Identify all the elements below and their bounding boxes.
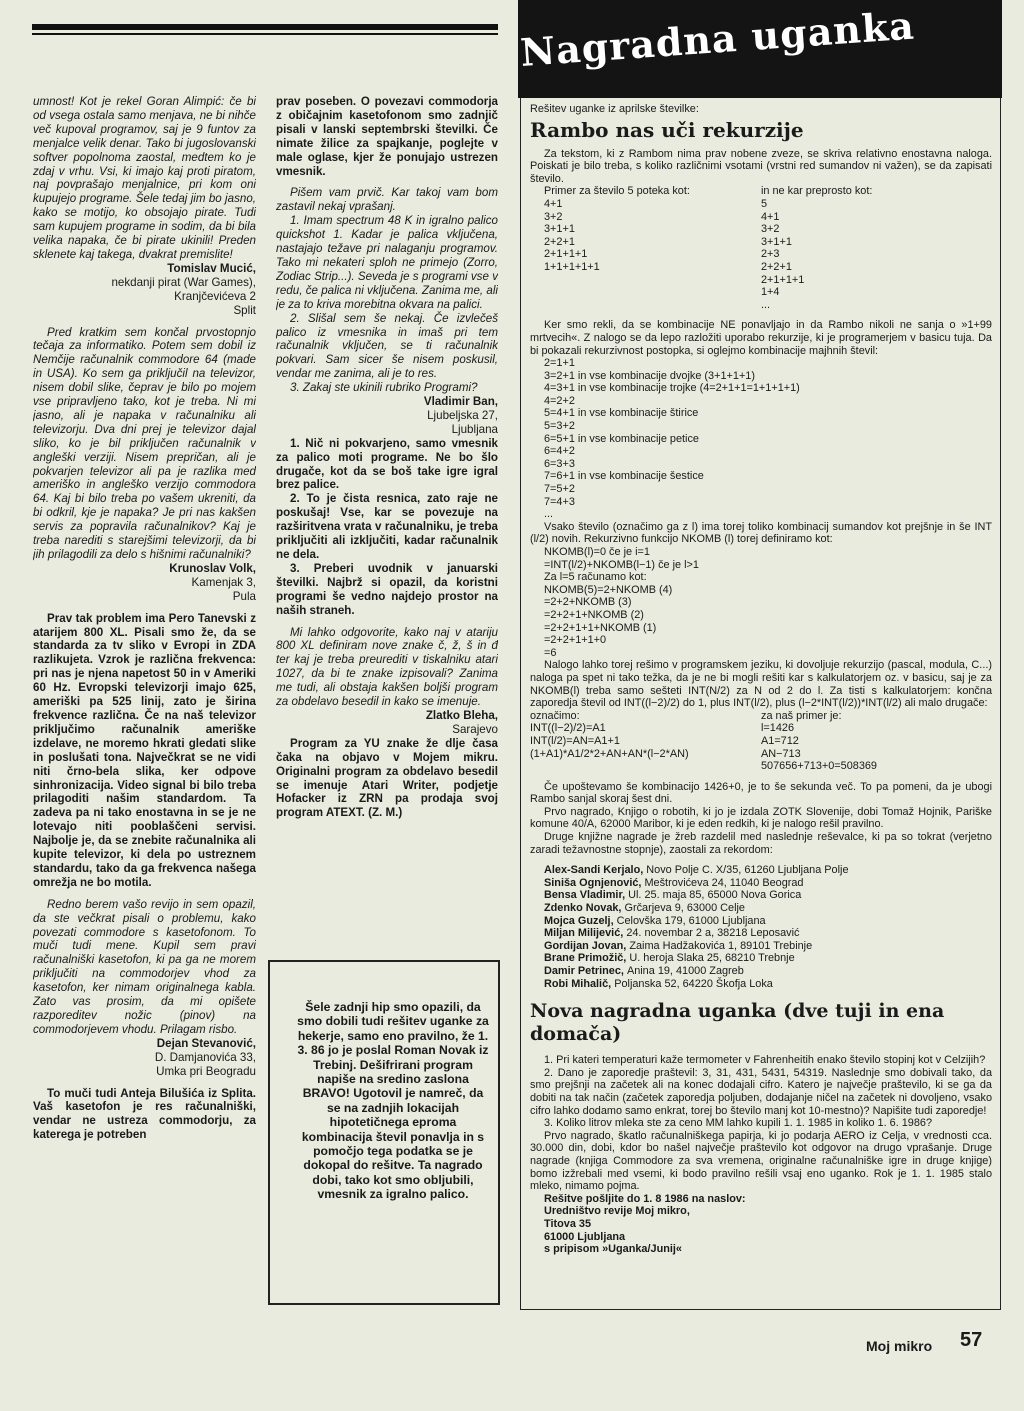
winner-name: Robi Mihalič,	[544, 977, 615, 990]
winner-address: U. heroja Slaka 25, 68210 Trebnje	[629, 952, 795, 965]
winner-name: Miljan Milijević,	[544, 927, 627, 940]
winner-address: Grčarjeva 9, 63000 Celje	[624, 902, 745, 915]
formula-columns	[530, 710, 992, 773]
letter-question: 1. Imam spectrum 48 K in igralno palico quickshot 1. Kadar je palica vključena, nastajajo težave pri nalaganju programov. Tako mi nekateri sploh ne primejo (Zorro, Zodiac Strip...). Seveda je s programi vse v redu, če palica ni vključena. Zanima me, ali je za to kriva morebitna okvara na palici.	[276, 214, 498, 311]
letter-text: Pišem vam prvič. Kar takoj vam bom zastavil nekaj vprašanj.	[276, 186, 498, 214]
formula-line: NKOMB(5)=2+NKOMB (4)	[544, 583, 673, 596]
signature-line: Sarajevo	[452, 722, 498, 736]
formula-line: INT(l/2)=AN=A1+1	[530, 734, 620, 747]
winner-entry	[530, 877, 992, 890]
nkomb-formula	[530, 546, 992, 659]
winner-address: Zaima Hadžakovića 1, 89101 Trebinje	[629, 939, 813, 952]
notice-text: Šele zadnji hip smo opazili, da smo dobili tudi rešitev uganke za hekerje, samo eno pravilno, že 1. 3. 86 jo je poslal Roman Novak iz Trebinj. Dešifrirani program napiše na sredino zaslona BRAVO! Ugotovil je namreč, da se na zadnjih lokacijah hipotetičnega eproma kombinacija števil ponavlja in s pomočjo tega podatka se je dokopal do rešitve. Ta nagrado dobi, tako kot smo obljubili, vmesnik za igralno palico.	[297, 1000, 489, 1202]
signature-name: Krunoslav Volk,	[169, 561, 256, 575]
winner-entry	[530, 965, 992, 978]
winner-entry	[530, 978, 992, 991]
formula-line: A1=712	[761, 734, 799, 747]
puzzle-solution-heading: Rambo nas uči rekurzije	[530, 117, 804, 142]
combination-line: 7=6+1 in vse kombinacije šestice	[544, 470, 704, 483]
formula-line: označimo:	[530, 709, 580, 722]
puzzle-intro: Rešitev uganke iz aprilske številke:	[530, 103, 699, 115]
page-number: 57	[960, 1329, 983, 1351]
puzzle-text: Ker smo rekli, da se kombinacije NE ponavljajo in da Rambo nikoli ne sanja o »1+99 mrtvecih«. Z nalogo se da lepo razložiti uporabo rekurzije, ki je programerjem v basicu tuja. Da bi pokazali rekurzivnost postopka, si oglejmo kombinacije majhnih števil:	[530, 319, 992, 357]
magazine-name: Moj mikro	[866, 1338, 933, 1354]
letter-text: Pred kratkim sem končal prvostopnjo tečaja za informatiko. Potem sem dobil iz Nemčije računalnik commodore 64 (made in USA). Ko sem ga priključil na televizor, nisem dobil slike, čeprav je bilo po mojem vse pripravljeno tako, kot je treba. Ni mi jasno, ali je napaka v računalniku ali televizorju. Dva dni prej je televizor dajal sliko, ko je bil priključen računalnik v angleški verziji. Nisem prepričan, ali je pokvarjen televizor ali pa je razlika med ameriško in angleško verzijo commodora 64. Kaj bi bilo treba po vašem ukreniti, da bi odkril, kje je napaka? Je pri nas kakšen servis za popravila računalnikov? Kaj je treba narediti s starejšimi televizorji, da bi jih prilagodili za delo s hišnimi računalniki?	[33, 325, 256, 561]
address-line: s pripisom »Uganka/Junij«	[544, 1243, 682, 1256]
formula-line: =2+2+1+1+NKOMB (1)	[544, 621, 657, 634]
example-line: 3+1+1	[544, 223, 575, 236]
section-title: Nagradna uganka	[518, 2, 917, 75]
signature-line: Pula	[232, 589, 256, 603]
letters-column-1	[33, 95, 256, 1325]
letter-question: 2. Slišal sem še nekaj. Če izvlečeš palico iz vmesnika in imaš pri tem računalnik vključen, se ti računalnik pokvari. Sam sicer še nisem poskusil, vendar me zanima, ali je to res.	[276, 311, 498, 381]
example-line: 2+1+1+1	[544, 248, 588, 261]
example-line: 4+1	[544, 197, 563, 210]
new-puzzle-question: 2. Dano je zaporedje praštevil: 3, 31, 431, 5431, 54319. Naslednje smo dobivali tako, da smo prejšnji na začetek ali na konec dodajali cifro. Katero je največje praštevilo, ki se ga da dobiti na tak način (začetek zaporedja poljuben, dodajanje ničel na začetek ni dovoljeno, vsako cifro lahko dodamo samo enkrat, torej bo število manj kot 10-mestno)? Napišite tudi zaporedje!	[530, 1066, 992, 1117]
example-line: ...	[761, 298, 771, 311]
combination-line: 5=3+2	[544, 420, 575, 433]
example-line: 4+1	[761, 210, 780, 223]
signature-name: Zlatko Bleha,	[425, 708, 498, 722]
signature-name: Vladimir Ban,	[423, 395, 498, 409]
signature-line: D. Damjanovića 33,	[154, 1050, 256, 1064]
formula-line: Za l=5 računamo kot:	[544, 571, 647, 584]
example-line: 3+1+1	[761, 235, 792, 248]
signature-line: Umka pri Beogradu	[156, 1064, 256, 1078]
puzzle-text: Vsako število (označimo ga z l) ima torej toliko kombinacij sumandov kot prejšnje in še INT (l/2) novih. Rekurzivno funkcijo NKOMB (l) torej definiramo kot:	[530, 520, 992, 546]
puzzle-text: Druge knjižne nagrade je žreb razdelil med naslednje reševalce, ki pa so tokrat (verjetno zaradi težavnostne stopnje), zaostali za rekordom:	[530, 831, 992, 856]
formula-line: =2+2+1+NKOMB (2)	[544, 608, 644, 621]
editor-answer: prav poseben. O povezavi commodorja z običajnim kasetofonom smo zadnjič pisali v lanski septembrski številki. Če nimate žilice za spajkanje, poglejte v male oglase, kjer že ponujajo ustrezen vmesnik.	[276, 95, 498, 178]
example-line: 2+2+1	[544, 235, 575, 248]
new-puzzle-question: 1. Pri kateri temperaturi kaže termometer v Fahrenheitih enako število stopinj kot v Celzijih?	[544, 1054, 986, 1067]
example-list-left	[530, 198, 761, 274]
top-rule	[32, 24, 498, 30]
formula-line: 507656+713+0=508369	[761, 760, 877, 773]
address-line: Uredništvo revije Moj mikro,	[544, 1205, 690, 1218]
winner-entry	[530, 915, 992, 928]
winner-name: Bensa Vladimir,	[544, 889, 629, 902]
winner-address: Meštrovićeva 24, 11040 Beograd	[644, 876, 804, 889]
new-puzzle-text: Prvo nagrado, škatlo računalniškega papirja, ki jo podarja AERO iz Celja, v vrednosti cca. 30.000 din, dobi, kdor bo našel največje praštevilo kot odgovor na drugo vprašanje. Druge nagrade (knjiga Commodore za sva vremena, originalne računalniške igre in druge knjige) bomo izžrebali med vsemi, ki bodo pravilno rešili vsaj eno uganko. Rok je 1. 1. 1985 stalo mleko, nimamo pojma.	[530, 1129, 992, 1193]
combination-line: ...	[544, 508, 554, 521]
letter-text: Mi lahko odgovorite, kako naj v atariju 800 XL definiram nove znake č, ž, š in đ ter kaj je treba preurediti v tiskalniku atari 1027, da bi te znake izpisovali? Zanima me tudi, ali obstaja kakšen boljši program za obdelavo besedil in kako se imenuje.	[276, 625, 498, 709]
winner-entry	[530, 940, 992, 953]
signature-line: Kranjčevićeva 2	[174, 289, 256, 303]
letter-text: umnost! Kot je rekel Goran Alimpić: če bi od vsega ostala samo menjava, ne bi nihče več kupoval programov, saj je 9 funtov za menjalce velik denar. Tako bi jugoslovanski softver popolnoma zaostal, medtem ko je zdaj v vrhu. Vsi, ki imajo kaj proti piratom, naj povprašajo menjalnice, pri kom oni kupujejo programe. Šele tedaj jim bo jasno, kako se motijo, ko obsojajo pirate. Tudi sam kupujem programe in sodim, da bi bila velika napaka, če bi pirate ukinili! Preden sklenete kaj takega, dvakrat premislite!	[33, 95, 256, 261]
combination-line: 2=1+1	[544, 357, 575, 370]
winner-entry	[530, 864, 992, 877]
formula-left	[530, 710, 761, 773]
letters-column-2	[276, 95, 498, 935]
new-puzzle-question: 3. Koliko litrov mleka ste za ceno MM lahko kupili 1. 1. 1985 in koliko 1. 6. 1986?	[544, 1117, 933, 1130]
winner-name: Alex-Sandi Kerjalo,	[544, 864, 647, 877]
winner-name: Mojca Guzelj,	[544, 914, 617, 927]
winners-list	[530, 864, 992, 990]
formula-line: (1+A1)*A1/2*2+AN+AN*(l−2*AN)	[530, 747, 689, 760]
combination-line: 4=3+1 in vse kombinacije trojke (4=2+1+1=1+1+1+1)	[544, 382, 800, 395]
winner-entry	[530, 902, 992, 915]
example-list-right	[761, 198, 992, 311]
winner-address: Anina 19, 41000 Zagreb	[626, 965, 744, 977]
winner-name: Gordijan Jovan,	[544, 939, 630, 952]
letter-text: Redno berem vašo revijo in sem opazil, da ste večkrat pisali o problemu, kako povezati commodore s kasetofonom. To muči tudi mene. Kupil sem pravi računalniški kasetofon, ki pa ga ne morem priključiti na commodorjev vhod za kasetofon, ker nimam originalnega kabla. Zato vas prosim, da mi opišete razporeditev nožic (pinov) na commodorjevem vhodu. Prilagam risbo.	[33, 897, 256, 1036]
example-line: 1+4	[761, 286, 780, 299]
signature-line: Split	[233, 303, 256, 317]
address-line: Titova 35	[544, 1217, 592, 1230]
winner-name: Brane Primožič,	[544, 952, 630, 965]
formula-line: NKOMB(l)=0 če je i=1	[544, 546, 650, 558]
winner-address: Ul. 25. maja 85, 65000 Nova Gorica	[628, 889, 802, 902]
puzzle-text: Za tekstom, ki z Rambom nima prav nobene zveze, se skriva relativno enostavna naloga. Poiskati je bilo treba, s koliko različnimi vsotami (vrstni red sumandov ni važen), se da zapisati število.	[530, 147, 992, 185]
editor-answer: Prav tak problem ima Pero Tanevski z atarijem 800 XL. Pisali smo že, da se standarda za tv sliko v Evropi in ZDA razlikujeta. Vzrok je različna frekvenca: pri nas je njena napetost 50 in v Ameriki 60 Hz. Evropski televizorji imajo 625, ameriški pa 525 linij, zato je širina frekvence različna. Če na naš televizor priključimo računalnik ameriške izdelave, ne moremo hkrati gledati slike in poslušati tona. Največkrat se ne vidi niti črno-bela slika, ker odpove sinhronizacija. Video signal bi bilo treba prilagoditi našim standardom. Ta zadeva pa ni tako enostavna in se je ne lotevajo niti pooblaščeni servisi. Najbolje je, da se znebite računalnika ali kupite televizor, ki dela po ustreznem standardu, tako da ga frekvenca našega omrežja ne bo motila.	[33, 611, 256, 889]
puzzle-column	[530, 103, 992, 1256]
signature-line: nekdanji pirat (War Games),	[111, 275, 256, 289]
send-address	[530, 1193, 992, 1256]
combination-line: 5=4+1 in vse kombinacije štirice	[544, 407, 699, 420]
formula-line: za naš primer je:	[761, 709, 842, 722]
winner-address: Poljanska 52, 64220 Škofja Loka	[614, 977, 773, 990]
combination-line: 6=4+2	[544, 445, 575, 458]
example-heading: in ne kar preprosto kot:	[761, 185, 873, 198]
combination-line: 6=3+3	[544, 457, 575, 470]
signature-line: Kamenjak 3,	[191, 575, 256, 589]
formula-line: =INT(l/2)+NKOMB(l−1) če je l>1	[544, 558, 699, 571]
combination-line: 7=4+3	[544, 495, 575, 508]
address-line: 61000 Ljubljana	[544, 1230, 626, 1243]
combination-line: 4=2+2	[544, 394, 575, 407]
example-heading: Primer za število 5 poteka kot:	[544, 185, 690, 198]
signature-name: Tomislav Mucić,	[167, 261, 256, 275]
formula-line: =6	[544, 646, 557, 659]
formula-line: l=1426	[761, 722, 795, 735]
editor-answer: 1. Nič ni pokvarjeno, samo vmesnik za palico moti programe. Ne bo šlo drugače, kot da se boš take igre igral brez palice.	[276, 436, 498, 492]
editor-answer: Program za YU znake že dlje časa čaka na objavo v Mojem mikru. Originalni program za obdelavo besedil se imenuje Atari Writer, podjetje Hofacker iz ZRN pa prodaja svoj program ATEXT. (Z. M.)	[276, 736, 498, 820]
signature-line: Ljubljana	[451, 422, 498, 436]
winner-entry	[530, 952, 992, 965]
puzzle-text: Če upoštevamo še kombinacijo 1426+0, je to še sekunda več. To pa pomeni, da je ubogi Rambo sanjal skoraj šest dni.	[530, 780, 992, 806]
example-line: 5	[761, 197, 768, 210]
example-line: 2+1+1+1	[761, 273, 805, 286]
winner-address: Novo Polje C. X/35, 61260 Ljubljana Polje	[646, 864, 849, 877]
winner-address: 24. novembar 2 a, 38218 Leposavić	[626, 927, 800, 940]
signature-line: Ljubeljska 27,	[427, 408, 498, 422]
top-rule-thin	[32, 33, 498, 35]
example-columns	[530, 185, 992, 311]
formula-line: AN−713	[761, 747, 801, 760]
example-line: 3+2	[544, 210, 563, 223]
combination-line: 6=5+1 in vse kombinacije petice	[544, 432, 699, 445]
puzzle-text: Prvo nagrado, Knjigo o robotih, ki jo je izdala ZOTK Slovenije, dobi Tomaž Hojnik, Pariške komune 40/A, 62000 Maribor, ki je eden redkih, ki je nalogo rešil pravilno.	[530, 805, 992, 831]
winner-name: Siniša Ognjenović,	[544, 876, 645, 889]
notice-box-text	[295, 1000, 491, 1202]
address-line: Rešitve pošljite do 1. 8 1986 na naslov:	[544, 1192, 746, 1205]
winner-entry	[530, 927, 992, 940]
formula-line: =2+2+NKOMB (3)	[544, 596, 632, 609]
formula-line: =2+2+1+1+0	[544, 634, 607, 647]
editor-answer: 2. To je čista resnica, zato raje ne poskušaj! Vse, kar se povezuje na razširitvena vrata v računalniku, je treba priključiti ali izključiti, kadar računalnik ne dela.	[276, 492, 498, 561]
example-line: 2+3	[761, 248, 780, 261]
example-line: 2+2+1	[761, 260, 792, 273]
new-puzzle-heading: Nova nagradna uganka (dve tuji in ena domača)	[530, 1000, 945, 1046]
formula-line: INT((l−2)/2)=A1	[530, 722, 606, 735]
puzzle-text: Nalogo lahko torej rešimo v programskem jeziku, ki dovoljuje rekurzijo (pascal, modula, C...) naloga pa spet ni tako težka, da je ne bi mogli rešiti kar s kalkulatorjem oz. v basicu, saj je za NKOMB(l) treba samo sešteti INT(N/2) za N od 2 do l. Za tisti s kalkulatorjem: končna zaporedja števil od INT((l−2)/2) do 1, plus INT(l/2), plus (l−2*INT(l/2))*INT(l/2) ali malo drugače:	[530, 659, 992, 710]
editor-answer: To muči tudi Anteja Bilušića iz Splita. Vaš kasetofon je res računalniški, vendar ne ustreza commodorju, za katerega je potreben	[33, 1086, 256, 1142]
combination-list	[530, 357, 992, 521]
letter-question: 3. Zakaj ste ukinili rubriko Programi?	[290, 381, 478, 395]
formula-right	[761, 710, 992, 773]
example-line: 3+2	[761, 223, 780, 236]
example-line: 1+1+1+1+1	[544, 260, 600, 273]
combination-line: 3=2+1 in vse kombinacije dvojke (3+1+1+1)	[544, 369, 755, 382]
winner-address: Celovška 179, 61000 Ljubljana	[616, 914, 766, 927]
editor-answer: 3. Preberi uvodnik v januarski številki. Najbrž si opazil, da koristni programi še vedno najdejo prostor na naših straneh.	[276, 561, 498, 617]
winner-entry	[530, 889, 992, 902]
winner-name: Zdenko Novak,	[544, 902, 625, 915]
winner-name: Damir Petrinec,	[544, 965, 627, 977]
signature-name: Dejan Stevanović,	[156, 1036, 256, 1050]
combination-line: 7=5+2	[544, 483, 575, 496]
